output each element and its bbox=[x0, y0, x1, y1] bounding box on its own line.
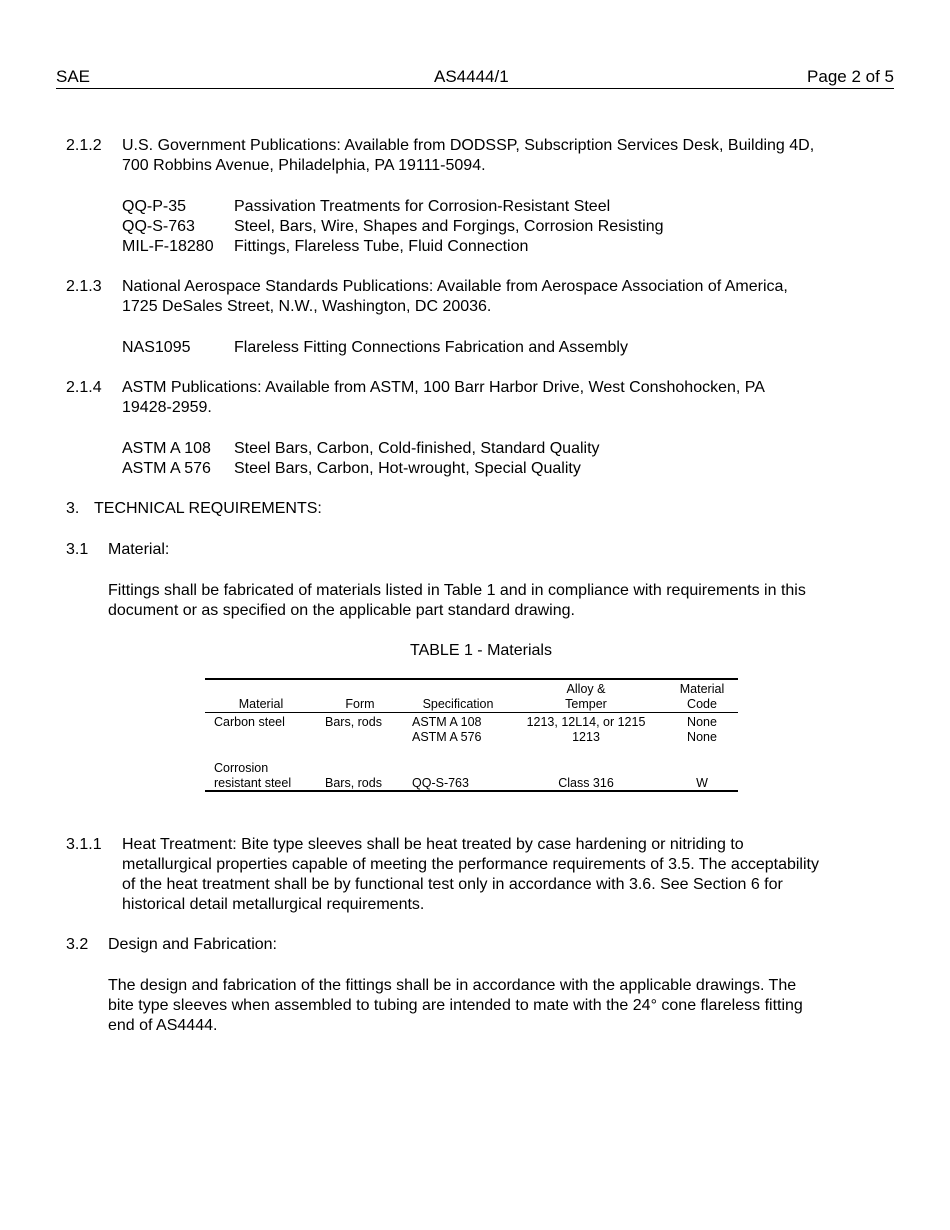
table-cell-alloy: 1213 bbox=[572, 730, 600, 744]
section-2-1-3-line-2: 1725 DeSales Street, N.W., Washington, DC 20036. bbox=[122, 298, 492, 315]
reference-code: ASTM A 576 bbox=[122, 460, 211, 477]
reference-title: Fittings, Flareless Tube, Fluid Connection bbox=[234, 238, 529, 255]
reference-title: Steel, Bars, Wire, Shapes and Forgings, Corrosion Resisting bbox=[234, 218, 664, 235]
page-header bbox=[56, 66, 894, 89]
section-3-1-1-number: 3.1.1 bbox=[66, 836, 102, 853]
section-3-1-number: 3.1 bbox=[66, 541, 89, 558]
column-header-alloy-line-2: Temper bbox=[565, 697, 607, 711]
table-cell-specification: ASTM A 108 bbox=[412, 715, 482, 729]
column-header-specification: Specification bbox=[422, 697, 494, 711]
table-cell-form: Bars, rods bbox=[325, 715, 382, 729]
reference-title: Steel Bars, Carbon, Hot-wrought, Special Quality bbox=[234, 460, 581, 477]
reference-title: Flareless Fitting Connections Fabrication and Assembly bbox=[234, 339, 628, 356]
header-doc-number: AS4444/1 bbox=[434, 67, 509, 86]
table-cell-code: None bbox=[687, 715, 717, 729]
section-3-2-title: Design and Fabrication: bbox=[108, 936, 277, 953]
header-page-number: Page 2 of 5 bbox=[807, 67, 894, 86]
table-caption: TABLE 1 - Materials bbox=[410, 642, 552, 659]
reference-title: Passivation Treatments for Corrosion-Resistant Steel bbox=[234, 198, 611, 215]
reference-code: QQ-P-35 bbox=[122, 198, 187, 215]
table-cell-code: W bbox=[696, 776, 708, 790]
table-cell-material: Corrosion bbox=[214, 761, 269, 775]
table-cell-material: Carbon steel bbox=[214, 715, 285, 729]
section-2-1-2-number: 2.1.2 bbox=[66, 137, 102, 154]
table-cell-alloy: 1213, 12L14, or 1215 bbox=[526, 715, 646, 729]
section-3-1-1-line: Heat Treatment: Bite type sleeves shall be heat treated by case hardening or nitriding to bbox=[122, 836, 744, 853]
column-header-code-line-1: Material bbox=[679, 682, 725, 696]
section-2-1-2-line-1: U.S. Government Publications: Available from DODSSP, Subscription Services Desk, Building 4D, bbox=[122, 137, 815, 154]
header-org: SAE bbox=[56, 67, 91, 86]
section-3-1-title: Material: bbox=[108, 541, 170, 558]
section-2-1-3-line-1: National Aerospace Standards Publications: Available from Aerospace Association of America, bbox=[122, 278, 788, 295]
reference-code: NAS1095 bbox=[122, 339, 191, 356]
table-top-rule bbox=[205, 678, 738, 680]
section-2-1-4-number: 2.1.4 bbox=[66, 379, 102, 396]
section-3-title: TECHNICAL REQUIREMENTS: bbox=[94, 500, 322, 517]
section-3-2-line: The design and fabrication of the fittings shall be in accordance with the applicable drawings. The bbox=[108, 977, 797, 994]
section-3-1-1-line: historical detail metallurgical requirements. bbox=[122, 896, 425, 913]
section-3-2-line: end of AS4444. bbox=[108, 1017, 218, 1034]
section-3-1-1-line: metallurgical properties capable of meeting the performance requirements of 3.5. The acceptability bbox=[122, 856, 819, 873]
table-header-rule bbox=[205, 712, 738, 713]
table-cell-specification: QQ-S-763 bbox=[412, 776, 469, 790]
column-header-form: Form bbox=[345, 697, 375, 711]
table-cell-specification: ASTM A 576 bbox=[412, 730, 482, 744]
table-cell-alloy: Class 316 bbox=[558, 776, 614, 790]
reference-title: Steel Bars, Carbon, Cold-finished, Standard Quality bbox=[234, 440, 600, 457]
table-cell-code: None bbox=[687, 730, 717, 744]
reference-code: ASTM A 108 bbox=[122, 440, 211, 457]
section-3-2-line: bite type sleeves when assembled to tubing are intended to mate with the 24° cone flareless fitting bbox=[108, 997, 803, 1014]
section-2-1-3-number: 2.1.3 bbox=[66, 278, 102, 295]
section-3-2-number: 3.2 bbox=[66, 936, 89, 953]
section-2-1-4-line-2: 19428-2959. bbox=[122, 399, 212, 416]
reference-code: QQ-S-763 bbox=[122, 218, 195, 235]
section-2-1-2-line-2: 700 Robbins Avenue, Philadelphia, PA 19111-5094. bbox=[122, 157, 486, 174]
materials-table bbox=[205, 678, 738, 792]
reference-code: MIL-F-18280 bbox=[122, 238, 214, 255]
section-3-1-1-line: of the heat treatment shall be by functional test only in accordance with 3.6. See Section 6 for bbox=[122, 876, 783, 893]
section-3-1-para-line-2: document or as specified on the applicable part standard drawing. bbox=[108, 602, 575, 619]
section-3-1-para-line-1: Fittings shall be fabricated of materials listed in Table 1 and in compliance with requirements in this bbox=[108, 582, 806, 599]
table-cell-form: Bars, rods bbox=[325, 776, 382, 790]
table-bottom-rule bbox=[205, 790, 738, 792]
column-header-code-line-2: Code bbox=[687, 697, 717, 711]
table-cell-material: resistant steel bbox=[214, 776, 292, 790]
column-header-alloy-line-1: Alloy & bbox=[566, 682, 606, 696]
column-header-material: Material bbox=[238, 697, 284, 711]
section-2-1-4-line-1: ASTM Publications: Available from ASTM, 100 Barr Harbor Drive, West Conshohocken, PA bbox=[122, 379, 765, 396]
section-3-number: 3. bbox=[66, 500, 80, 517]
